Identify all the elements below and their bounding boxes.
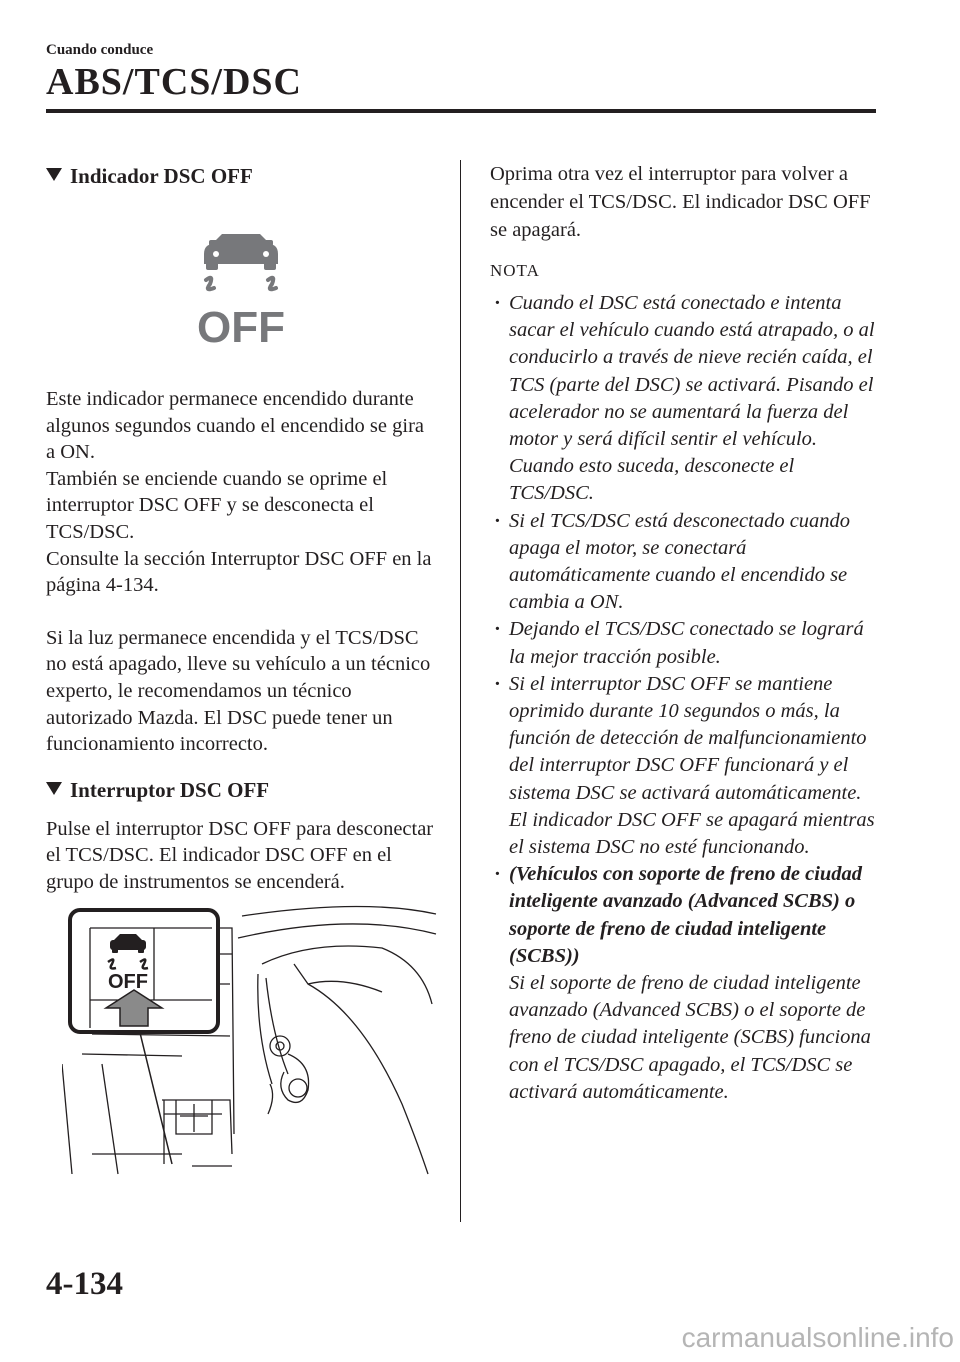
note-5-text: Si el soporte de freno de ciudad inteligente avanzado (Advanced SCBS) o el soporte de freno de ciudad inteligente (SCBS) funciona con el TCS/DSC apagado, el TCS/DSC se activará automáticamente. (509, 972, 871, 1103)
note-item: · Dejando el TCS/DSC conectado se logrará la mejor tracción posible. (494, 618, 864, 668)
indicator-body (46, 386, 436, 758)
indicator-icon-text: OFF (197, 303, 285, 350)
page-number: 4-134 (46, 1266, 123, 1302)
indicator-paragraph-4: Si la luz permanece encendida y el TCS/DSC no está apagado, lleve su vehículo a un técnico experto, le recomendamos un técnico autorizado Mazda. El DSC puede tener un funcionamiento incorrecto. (46, 626, 431, 756)
switch-heading: Interruptor DSC OFF (46, 776, 436, 804)
switch-paragraph-1: Pulse el interruptor DSC OFF para desconectar el TCS/DSC. El indicador DSC OFF en el grupo de instrumentos se encenderá. (46, 817, 434, 893)
page-title: ABS/TCS/DSC (46, 61, 302, 103)
right-paragraph-1: Oprima otra vez el interruptor para volver a encender el TCS/DSC. El indicador DSC OFF se apagará. (490, 163, 871, 241)
indicator-heading: Indicador DSC OFF (46, 162, 436, 190)
dashboard-switch-illustration (62, 904, 452, 1184)
note-item: · Si el TCS/DSC está desconectado cuando apaga el motor, se conectará automáticamente cuando el encendido se cambia a ON. (494, 509, 851, 614)
dsc-off-indicator-icon (46, 232, 436, 350)
indicator-paragraph-3: Consulte la sección Interruptor DSC OFF en la página 4-134. (46, 547, 432, 597)
header-section: Cuando conduce (46, 42, 154, 58)
column-divider (460, 160, 461, 1222)
right-column (490, 160, 880, 1106)
triangle-bullet-icon (46, 168, 62, 181)
note-5-heading: (Vehículos con soporte de freno de ciudad inteligente avanzado (Advanced SCBS) o soporte de freno de ciudad inteligente (SCBS)) (509, 863, 863, 967)
indicator-paragraph-2: También se enciende cuando se oprime el interruptor DSC OFF y se desconecta el TCS/DSC. (46, 467, 388, 543)
indicator-paragraph-1: Este indicador permanece encendido durante algunos segundos cuando el encendido se gira a ON. (46, 388, 425, 464)
header-rule (46, 109, 876, 113)
illustration-icon-text: OFF (108, 970, 148, 993)
left-column (46, 160, 436, 1184)
note-item: · Cuando el DSC está conectado e intenta sacar el vehículo cuando está atrapado, o al conducirlo a través de nieve recién caída, el TCS (parte del DSC) se activará. Pisando el acelerador no se aumentará la fuerza del motor y será difícil sentir el vehículo. Cuando esto suceda, desconecte el TCS/DSC. (494, 292, 875, 505)
note-item: · Si el interruptor DSC OFF se mantiene oprimido durante 10 segundos o más, la función de detección de malfuncionamiento del interruptor DSC OFF funcionará y el sistema DSC se activará automáticamente. El indicador DSC OFF se apagará mientras el sistema DSC no esté funcionando. (494, 672, 875, 859)
triangle-bullet-icon (46, 782, 62, 795)
watermark: carmanualsonline.info (681, 1322, 954, 1353)
note-title: NOTA (490, 261, 540, 280)
note-list (490, 290, 880, 1106)
note-item: · (Vehículos con soporte de freno de ciudad inteligente avanzado (Advanced SCBS) o soporte de freno de ciudad inteligente (SCBS)) Si el soporte de freno de ciudad inteligente avanzado (Advanced SCBS) o el soporte de freno de ciudad inteligente (SCBS) funciona con el TCS/DSC apagado, el TCS/DSC se activará automáticamente. (490, 861, 880, 1106)
